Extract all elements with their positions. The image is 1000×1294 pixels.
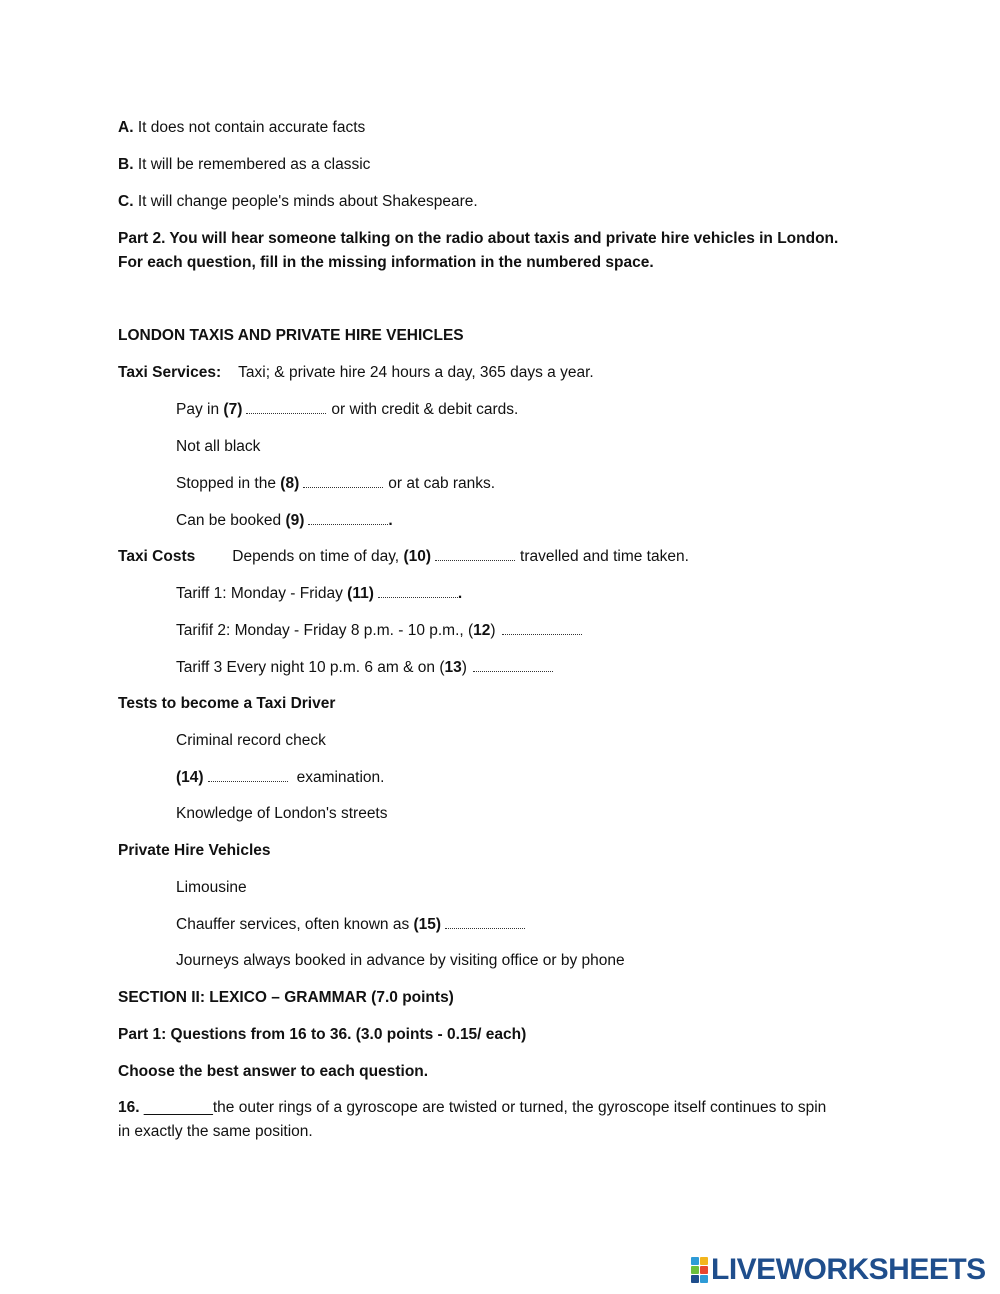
tariff3-row	[176, 658, 558, 678]
logo-text: LIVEWORKSHEETS	[711, 1253, 986, 1286]
booked-row	[176, 511, 393, 531]
option-b	[118, 155, 370, 175]
liveworksheets-logo	[691, 1254, 986, 1286]
stopped-text-post: or at cab ranks.	[388, 475, 496, 492]
pay-text: Pay in	[176, 401, 220, 418]
tariff2-text-post: )	[490, 622, 496, 639]
taxi-services-row	[118, 363, 594, 383]
booked-text: Can be booked	[176, 512, 282, 529]
tariff3-text: Tariff 3 Every night 10 p.m. 6 am & on (	[176, 659, 445, 676]
question-number: (11)	[347, 585, 374, 602]
question-number: (7)	[223, 401, 243, 418]
option-letter: C.	[118, 193, 134, 210]
answer-blank-10[interactable]	[435, 559, 515, 561]
tariff3-text-post: )	[461, 659, 467, 676]
section-heading: LONDON TAXIS AND PRIVATE HIRE VEHICLES	[118, 327, 464, 344]
part2-instruction-line1: Part 2. You will hear someone talking on the radio about taxis and private hire vehicles in London.	[118, 230, 839, 247]
exam-text-post: examination.	[296, 769, 385, 786]
question-number: (15)	[413, 916, 442, 933]
taxi-costs-row	[118, 547, 689, 567]
knowledge-row: Knowledge of London's streets	[176, 805, 388, 822]
answer-blank-13[interactable]	[473, 670, 553, 672]
tariff1-text: Tariff 1: Monday - Friday	[176, 585, 343, 602]
part2-instruction-line2: For each question, fill in the missing information in the numbered space.	[118, 254, 654, 271]
pay-text-post: or with credit & debit cards.	[331, 401, 519, 418]
tests-heading: Tests to become a Taxi Driver	[118, 695, 336, 712]
option-text: It will change people's minds about Shakespeare.	[137, 193, 478, 210]
chauffer-row	[176, 915, 530, 935]
booked-text-post: .	[388, 512, 393, 529]
answer-blank-8[interactable]	[303, 486, 383, 488]
stopped-text: Stopped in the	[176, 475, 276, 492]
question-number: 12	[473, 622, 491, 639]
exam-row	[176, 768, 384, 788]
logo-tiles-icon	[691, 1257, 708, 1283]
tariff1-row	[176, 584, 462, 604]
question-16-line2: in exactly the same position.	[118, 1123, 313, 1140]
question-number: (14)	[176, 769, 204, 786]
option-text: It will be remembered as a classic	[137, 156, 371, 173]
section2-instruction: Choose the best answer to each question.	[118, 1063, 429, 1080]
taxi-costs-text: Depends on time of day,	[232, 548, 400, 565]
journeys-row: Journeys always booked in advance by visiting office or by phone	[176, 952, 625, 969]
limo-row: Limousine	[176, 879, 247, 896]
answer-blank-16[interactable]: ________	[143, 1099, 213, 1116]
answer-blank-11[interactable]	[378, 596, 458, 598]
option-a	[118, 118, 365, 138]
taxi-services-label: Taxi Services:	[118, 364, 222, 381]
chauffer-text: Chauffer services, often known as	[176, 916, 410, 933]
option-letter: B.	[118, 156, 134, 173]
not-black-row: Not all black	[176, 438, 261, 455]
section2-title: SECTION II: LEXICO – GRAMMAR (7.0 points)	[118, 989, 454, 1006]
option-c	[118, 192, 478, 212]
criminal-row: Criminal record check	[176, 732, 326, 749]
answer-blank-9[interactable]	[308, 523, 388, 525]
tariff2-row	[176, 621, 587, 641]
answer-blank-7[interactable]	[246, 412, 326, 414]
answer-blank-12[interactable]	[502, 633, 582, 635]
question-number: 13	[444, 659, 462, 676]
question-text: the outer rings of a gyroscope are twisted or turned, the gyroscope itself continues to spin	[212, 1099, 827, 1116]
question-number: (10)	[403, 548, 432, 565]
section2-part1: Part 1: Questions from 16 to 36. (3.0 points - 0.15/ each)	[118, 1026, 527, 1043]
taxi-costs-label: Taxi Costs	[118, 548, 196, 565]
option-letter: A.	[118, 119, 134, 136]
question-number: 16.	[118, 1099, 140, 1116]
private-hire-heading: Private Hire Vehicles	[118, 842, 271, 859]
pay-row	[176, 400, 518, 420]
question-16-line1	[118, 1098, 826, 1118]
question-number: (8)	[280, 475, 300, 492]
stopped-row	[176, 474, 495, 494]
tariff2-text: Tarifif 2: Monday - Friday 8 p.m. - 10 p.m., (	[176, 622, 474, 639]
option-text: It does not contain accurate facts	[137, 119, 366, 136]
answer-blank-15[interactable]	[445, 927, 525, 929]
taxi-costs-text-post: travelled and time taken.	[520, 548, 689, 565]
tariff1-text-post: .	[457, 585, 463, 602]
taxi-services-text: Taxi; & private hire 24 hours a day, 365 days a year.	[238, 364, 594, 381]
question-number: (9)	[285, 512, 305, 529]
answer-blank-14[interactable]	[208, 780, 288, 782]
